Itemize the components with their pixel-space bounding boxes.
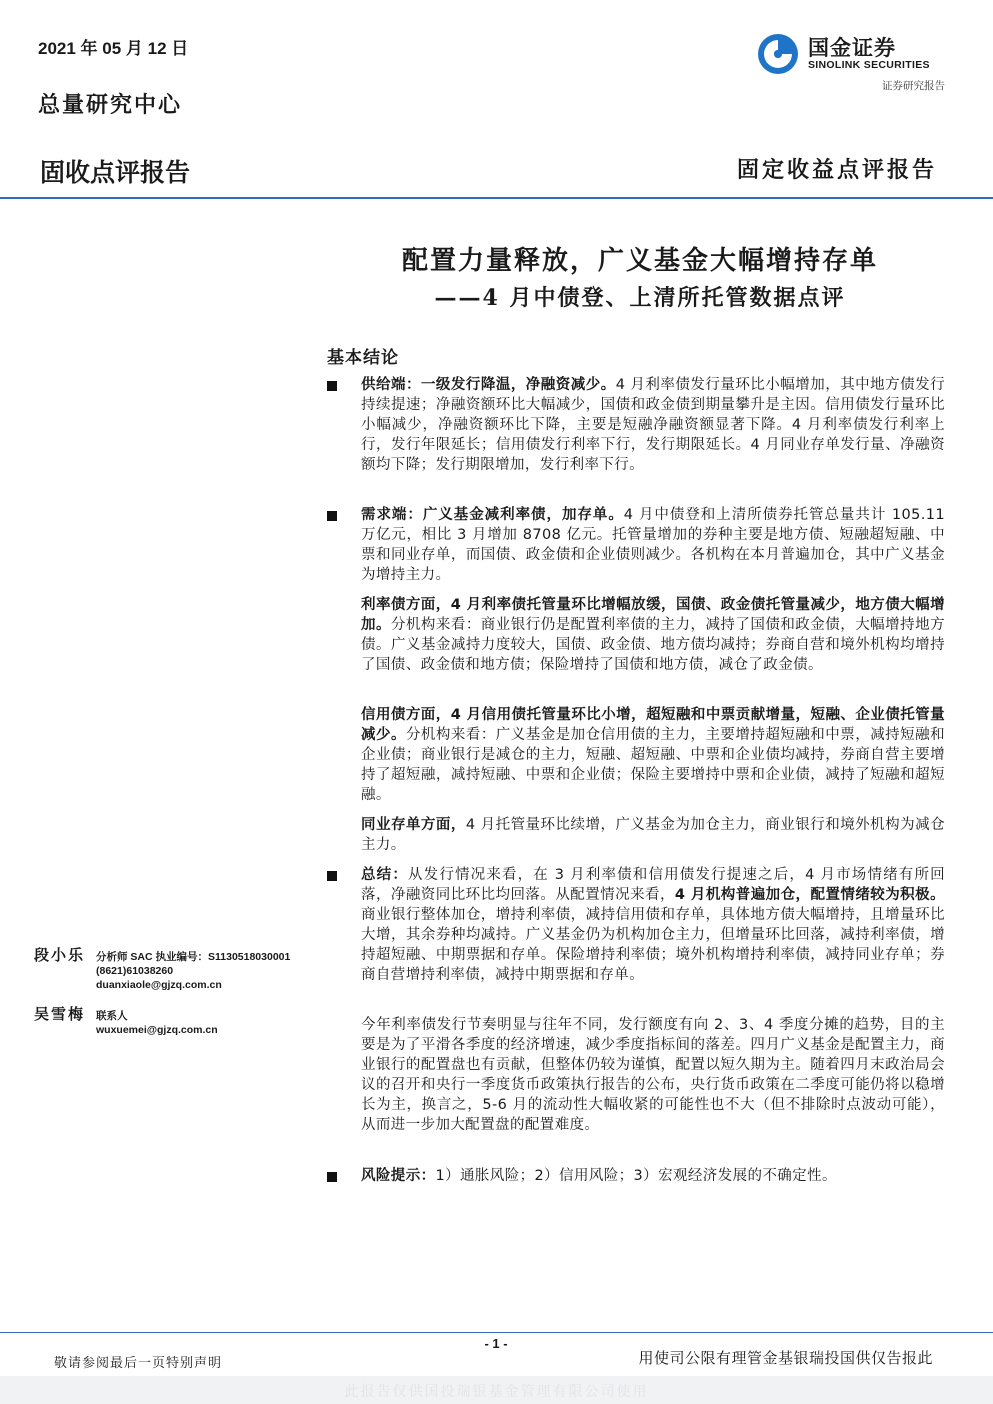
footer-note: 用使司公限有理管金基银瑞投国供仅告报此 [638, 1349, 933, 1367]
bullet-marker [327, 511, 337, 521]
paragraph-text: 4 月托管量环比续增，广义基金为加仓主力，商业银行和境外机构为减仓主力。 [361, 817, 945, 853]
paragraph-lead: 同业存单方面， [361, 817, 466, 833]
analyst-email[interactable]: duanxiaole@gjzq.com.cn [96, 979, 222, 991]
paragraph-rates [361, 595, 945, 675]
paragraph-lead: 风险提示： [361, 1168, 436, 1184]
disclaimer-note: 敬请参阅最后一页特别声明 [54, 1356, 223, 1371]
paragraph-demand [361, 505, 945, 585]
logo-emblem-icon [756, 32, 800, 76]
report-title: 配置力量释放，广义基金大幅增持存单 [401, 246, 878, 276]
company-logo [756, 30, 946, 78]
paragraph-text: 商业银行整体加仓，增持利率债，减持信用债和存单，具体地方债大幅增持，且增量环比大增，其余券种均减持。广义基金仍为机构加仓主力，但增量环比回落，减持利率债，增持超短融、中期票据和存单。保险增持利率债；境外机构增持利率债，减持同业存单；券商自营增持利率债，减持中期票据和存单。 [361, 907, 945, 983]
paragraph-outlook [361, 1015, 945, 1135]
analyst-role: 联系人 [96, 1010, 128, 1022]
analyst-name: 段小乐 [34, 946, 86, 964]
paragraph-lead: 需求端：广义基金减利率债，加存单。 [361, 507, 624, 523]
analyst-phone: (8621)61038260 [96, 965, 174, 977]
paragraph-lead: 总结： [361, 867, 408, 883]
header-divider [0, 197, 993, 199]
paragraph-lead: 信用债方面，4 月信用债托管量环比小增，超短融和中票贡献增量，短融、企业债托管量减少。 [361, 707, 945, 743]
paragraph-supply [361, 375, 945, 475]
paragraph-text: 分机构来看：商业银行仍是配置利率债的主力，减持了国债和政金债，大幅增持地方债。广义基金减持力度较大，国债、政金债、地方债均减持；券商自营和境外机构均增持了国债、政金债和地方债；保险增持了国债和地方债，减仓了政金债。 [361, 617, 945, 673]
logo-subtitle: 证券研究报告 [882, 80, 945, 92]
paragraph-text: 4 月利率债发行量环比小幅增加，其中地方债发行持续提速；净融资额环比大幅减少，国债和政金债到期量攀升是主因。信用债发行量环比小幅减少，净融资额环比下降，主要是短融净融资额显著下降。4 月利率债发行利率上行，发行年限延长；信用债发行利率下行，发行期限延长。4 月同业存单发行量、净融资额均下降；发行期限增加，发行利率下行。 [361, 377, 945, 473]
logo-name-cn: 国金证券 [808, 36, 896, 60]
watermark-text: 此报告仅供国投瑞银基金管理有限公司使用 [344, 1384, 649, 1400]
paragraph-text: 4 月中债登和上清所债券托管总量共计 105.11 万亿元，相比 3 月增加 8708 亿元。托管量增加的券种主要是地方债、短融超短融、中票和同业存单，而国债、政金债和企业债则减少。各机构在本月普遍加仓，其中广义基金为增持主力。 [361, 507, 945, 583]
analyst-role: 分析师 SAC 执业编号：S1130518030001 [96, 951, 291, 963]
research-center: 总量研究中心 [38, 92, 183, 118]
paragraph-credit [361, 705, 945, 805]
paragraph-emphasis: 4 月机构普遍加仓，配置情绪较为积极。 [674, 887, 945, 903]
paragraph-text: 今年利率债发行节奏明显与往年不同，发行额度有向 2、3、4 季度分摊的趋势，目的主要是为了平滑各季度的经济增速，减少季度指标间的落差。四月广义基金是配置主力，商业银行的配置盘也有贡献，但整体仍较为谨慎，配置以短久期为主。随着四月末政治局会议的召开和央行一季度货币政策执行报告的公布，央行货币政策在二季度可能仍将以稳增长为主，换言之，5-6 月的流动性大幅收紧的可能性也不大（但不排除时点波动可能），从而进一步加大配置盘的配置难度。 [361, 1017, 945, 1133]
paragraph-text: 分机构来看：广义基金是加仓信用债的主力，主要增持超短融和中票，减持短融和企业债；商业银行是减仓的主力，短融、超短融、中票和企业债均减持，券商自营主要增持了超短融，减持短融、中票和企业债；保险主要增持中票和企业债，减持了短融和超短融。 [361, 727, 945, 803]
section-heading: 基本结论 [327, 348, 399, 368]
footer-divider [0, 1332, 993, 1333]
report-type: 固收点评报告 [40, 158, 191, 187]
paragraph-summary [361, 865, 945, 985]
paragraph-lead: 供给端：一级发行降温，净融资减少。 [361, 377, 616, 393]
paragraph-text: 1）通胀风险；2）信用风险；3）宏观经济发展的不确定性。 [435, 1168, 837, 1184]
analyst-name: 吴雪梅 [34, 1005, 86, 1023]
analyst-card [34, 1007, 218, 1037]
report-type-right: 固定收益点评报告 [736, 157, 937, 183]
page-number: - 1 - [484, 1336, 508, 1351]
paragraph-text: 从发行情况来看，在 3 月利率债和信用债发行提速之后，4 月市场情绪有所回落，净融资同比环比均回落。从配置情况来看， [361, 867, 946, 903]
paragraph-ncd [361, 815, 945, 855]
report-subtitle: ——4 月中债登、上清所托管数据点评 [434, 285, 846, 311]
paragraph-lead: 利率债方面，4 月利率债托管量环比增幅放缓，国债、政金债托管量减少，地方债大幅增加。 [361, 597, 945, 633]
bullet-marker [327, 1172, 337, 1182]
bullet-marker [327, 871, 337, 881]
paragraph-risk [361, 1166, 945, 1186]
analyst-card [34, 948, 290, 992]
report-date: 2021 年 05 月 12 日 [38, 39, 189, 58]
bullet-marker [327, 381, 337, 391]
analyst-email[interactable]: wuxuemei@gjzq.com.cn [96, 1024, 218, 1036]
logo-name-en: SINOLINK SECURITIES [808, 59, 930, 71]
